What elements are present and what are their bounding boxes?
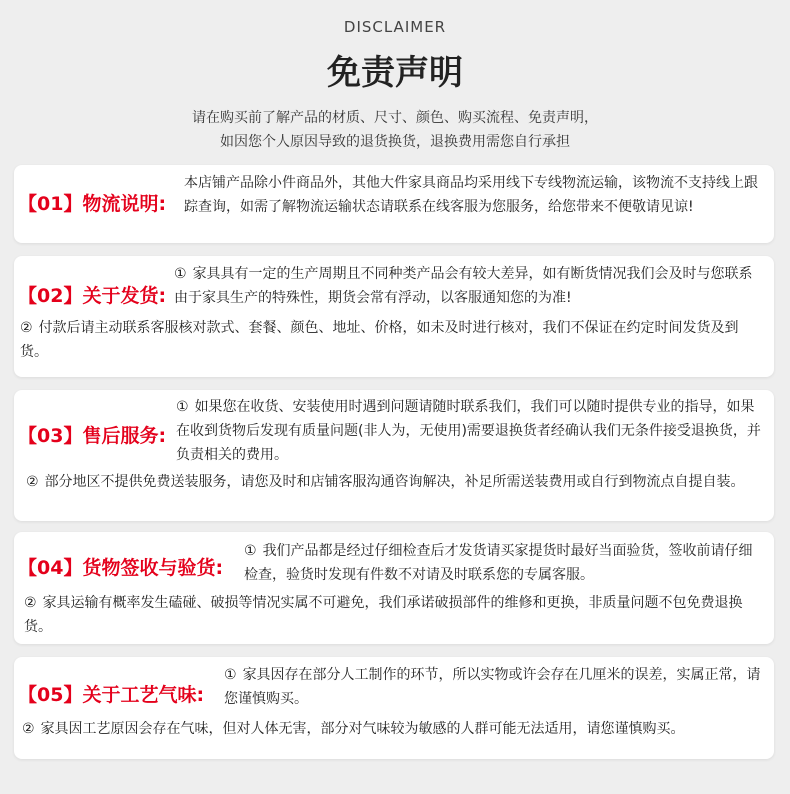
item-text: 如果您在收货、安装使用时遇到问题请随时联系我们，我们可以随时提供专业的指导，如果在收到货物后发现有质量问题(非人为，无使用)需要退换货者经确认我们无条件接受退换货，并负责相关的费用。 — [176, 399, 761, 463]
section-craft-odor — [14, 657, 774, 759]
intro-line-1: 请在购买前了解产品的材质、尺寸、颜色、购买流程、免责声明， — [192, 110, 598, 126]
section-label: 【03】售后服务: — [18, 425, 167, 447]
section-text: 本店铺产品除小件商品外，其他大件家具商品均采用线下专线物流运输，该物流不支持线上跟踪查询，如需了解物流运输状态请联系在线客服为您服务，给您带来不便敬请见谅! — [184, 175, 758, 215]
circled-number: ② — [22, 721, 35, 737]
intro-line-2: 如因您个人原因导致的退货换货，退换费用需您自行承担 — [220, 134, 570, 150]
section-label: 【02】关于发货: — [18, 285, 167, 307]
section-label: 【01】物流说明: — [18, 193, 167, 215]
section-item-1 — [174, 262, 764, 310]
section-item-1 — [224, 663, 764, 711]
page-title: 免责声明 — [327, 53, 463, 93]
circled-number: ① — [174, 266, 187, 282]
section-label: 【04】货物签收与验货: — [18, 557, 224, 579]
item-text: 家具因存在部分人工制作的环节，所以实物或许会存在几厘米的误差，实属正常，请您谨慎购买。 — [224, 667, 761, 707]
section-shipping — [14, 256, 774, 377]
item-text: 我们产品都是经过仔细检查后才发货请买家提货时最好当面验货，签收前请仔细检查，验货时发现有件数不对请及时联系您的专属客服。 — [244, 543, 753, 583]
section-item-2 — [20, 316, 764, 364]
circled-number: ② — [26, 474, 39, 490]
item-text: 付款后请主动联系客服核对款式、套餐、颜色、地址、价格，如未及时进行核对，我们不保证在约定时间发货及到货。 — [20, 320, 739, 360]
circled-number: ② — [24, 595, 37, 611]
section-item-2 — [24, 591, 764, 639]
item-text: 家具具有一定的生产周期且不同种类产品会有较大差异，如有断货情况我们会及时与您联系由于家具生产的特殊性，期货会常有浮动，以客服通知您的为准! — [174, 266, 753, 306]
item-text: 部分地区不提供免费送装服务，请您及时和店铺客服沟通咨询解决，补足所需送装费用或自行到物流点自提自装。 — [44, 474, 745, 490]
section-logistics — [14, 165, 774, 243]
circled-number: ① — [224, 667, 237, 683]
header — [0, 0, 790, 154]
circled-number: ① — [176, 399, 189, 415]
circled-number: ② — [20, 320, 33, 336]
intro — [0, 106, 790, 154]
section-item-2 — [22, 717, 768, 741]
section-after-sales — [14, 390, 774, 521]
item-text: 家具因工艺原因会存在气味，但对人体无害，部分对气味较为敏感的人群可能无法适用，请您谨慎购买。 — [40, 721, 685, 737]
section-item-2 — [26, 470, 764, 494]
section-item-1 — [244, 539, 764, 587]
section-item-1 — [176, 395, 764, 467]
section-receipt-inspection — [14, 532, 774, 644]
item-text: 家具运输有概率发生磕碰、破损等情况实属不可避免，我们承诺破损部件的维修和更换，非质量问题不包免费退换货。 — [24, 595, 743, 635]
circled-number: ① — [244, 543, 257, 559]
subtitle-en: DISCLAIMER — [343, 18, 447, 36]
section-label: 【05】关于工艺气味: — [18, 684, 205, 706]
